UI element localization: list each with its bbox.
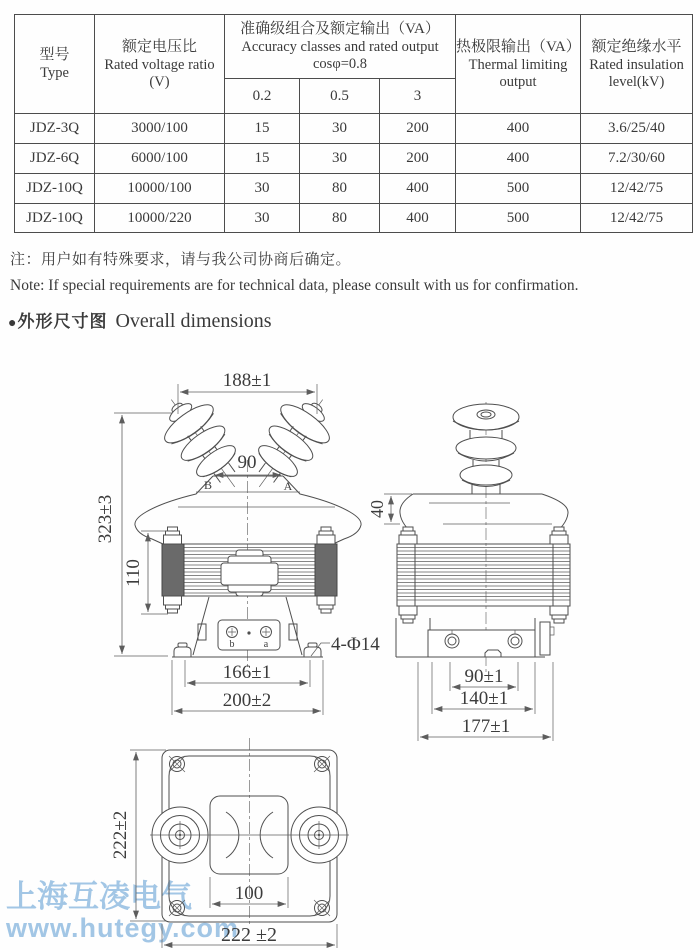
cell-acc-05: 80 <box>300 204 380 233</box>
accuracy-class-3: 3 <box>380 79 456 114</box>
cell-insulation: 12/42/75 <box>581 174 693 204</box>
watermark-company: 上海互凌电气 <box>6 879 192 914</box>
cell-type: JDZ-10Q <box>15 204 95 233</box>
cell-type: JDZ-10Q <box>15 174 95 204</box>
dim-140: 140±1 <box>459 688 509 709</box>
dim-166: 166±1 <box>222 662 272 683</box>
front-view <box>95 370 380 715</box>
dim-110: 110 <box>123 559 144 587</box>
cell-acc-05: 80 <box>300 174 380 204</box>
note-en: Note: If special requirements are for technical data, please consult with us for confirmation. <box>10 277 579 294</box>
col-header-insulation: 额定绝缘水平 Rated insulation level(kV) <box>581 15 693 114</box>
cell-ratio: 3000/100 <box>95 114 225 144</box>
label-4xphi14: 4-Φ14 <box>331 634 380 655</box>
cell-acc-05: 30 <box>300 144 380 174</box>
cell-ratio: 10000/100 <box>95 174 225 204</box>
section-header <box>8 307 700 333</box>
dim-323: 323±3 <box>95 494 116 544</box>
mark-a: A <box>283 479 293 493</box>
cell-acc-3: 200 <box>380 114 456 144</box>
cell-thermal: 500 <box>456 174 581 204</box>
col-header-accuracy: 准确级组合及额定输出（VA） Accuracy classes and rated output cosφ=0.8 <box>225 15 456 79</box>
note-cn: 注：用户如有特殊要求，请与我公司协商后确定。 <box>10 252 352 268</box>
cell-thermal: 400 <box>456 144 581 174</box>
cell-acc-05: 30 <box>300 114 380 144</box>
cell-insulation: 3.6/25/40 <box>581 114 693 144</box>
dim-90: 90 <box>237 452 257 473</box>
table-row <box>15 144 693 174</box>
dim-200: 200±2 <box>222 690 272 711</box>
cell-acc-02: 15 <box>225 114 300 144</box>
cell-insulation: 7.2/30/60 <box>581 144 693 174</box>
dim-90-1: 90±1 <box>464 666 504 687</box>
accuracy-class-0-5: 0.5 <box>300 79 380 114</box>
table-row <box>15 204 693 233</box>
cell-acc-3: 200 <box>380 144 456 174</box>
dimension-drawings <box>0 354 700 950</box>
dim-222-left: 222±2 <box>110 810 131 860</box>
cell-ratio: 6000/100 <box>95 144 225 174</box>
dim-40: 40 <box>367 500 387 518</box>
terminal-label-b: b <box>229 639 235 650</box>
cell-acc-02: 30 <box>225 174 300 204</box>
dim-177: 177±1 <box>461 716 511 737</box>
col-header-type: 型号 Type <box>15 15 95 114</box>
section-title-cn: 外形尺寸图 <box>17 312 108 331</box>
dim-100: 100 <box>234 883 264 904</box>
cell-type: JDZ-3Q <box>15 114 95 144</box>
cell-acc-02: 15 <box>225 144 300 174</box>
cell-acc-3: 400 <box>380 174 456 204</box>
cell-insulation: 12/42/75 <box>581 204 693 233</box>
side-view <box>367 402 570 741</box>
spec-table <box>14 14 693 233</box>
bullet-icon: ● <box>8 316 17 331</box>
dim-222-bottom: 222 ±2 <box>221 924 277 946</box>
accuracy-class-0-2: 0.2 <box>225 79 300 114</box>
cell-type: JDZ-6Q <box>15 144 95 174</box>
section-title-en: Overall dimensions <box>115 310 272 332</box>
bottom-view <box>110 738 349 948</box>
mark-b: B <box>203 478 213 492</box>
dim-188: 188±1 <box>222 370 272 391</box>
cell-thermal: 400 <box>456 114 581 144</box>
table-row <box>15 114 693 144</box>
watermark-url: www.hutegy.com <box>6 913 240 944</box>
cell-thermal: 500 <box>456 204 581 233</box>
terminal-label-a: a <box>263 639 269 650</box>
cell-ratio: 10000/220 <box>95 204 225 233</box>
cell-acc-3: 400 <box>380 204 456 233</box>
table-row <box>15 174 693 204</box>
col-header-voltage-ratio: 额定电压比 Rated voltage ratio (V) <box>95 15 225 114</box>
cell-acc-02: 30 <box>225 204 300 233</box>
col-header-thermal: 热极限输出（VA） Thermal limiting output <box>456 15 581 114</box>
